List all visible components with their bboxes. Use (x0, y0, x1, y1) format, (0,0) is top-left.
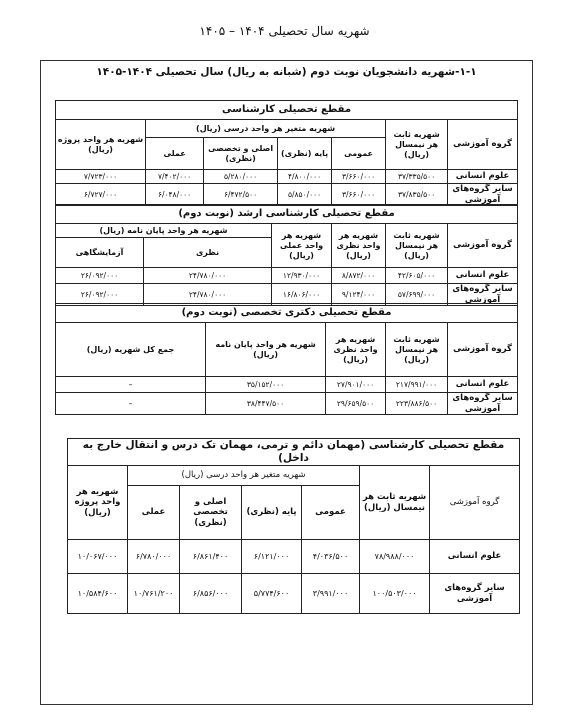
header-project-fee: شهریه هر واحد پروژه (ریال) (68, 466, 128, 540)
header-total-fee: جمع کل شهریه (ریال) (56, 323, 206, 377)
cell-theory: ۲۷/۹۰۱/۰۰۰ (326, 377, 386, 393)
cell-practical: ۱۶/۸۰۶/۰۰۰ (272, 284, 332, 306)
header-thesis-fee: شهریه هر واحد پایان نامه (ریال) (206, 323, 326, 377)
row-group: علوم انسانی (448, 377, 518, 393)
header-thesis-lab: آزمایشگاهی (56, 238, 144, 268)
header-basic: پایه (نظری) (242, 486, 302, 540)
cell-project: ۱۰/۵۸۴/۶۰۰ (68, 574, 128, 614)
header-fixed-fee: شهریه ثابت هر نیمسال (ریال) (386, 224, 448, 268)
cell-practical: ۱۰/۷۶۱/۲۰۰ (128, 574, 180, 614)
header-core: اصلی و تخصصی (نظری) (204, 138, 278, 170)
header-fixed-fee: شهریه ثابت هر نیمسال (ریال) (386, 323, 448, 377)
cell-practical: ۷/۴۰۲/۰۰۰ (146, 170, 204, 184)
cell-core: ۶/۸۶۱/۴۰۰ (180, 540, 242, 574)
header-general: عمومی (332, 138, 386, 170)
cell-total: – (56, 393, 206, 415)
cell-practical: ۶/۰۴۸/۰۰۰ (146, 184, 204, 206)
header-project-fee: شهریه هر واحد پروژه (ریال) (56, 120, 146, 170)
row-group: علوم انسانی (430, 540, 520, 574)
cell-fixed: ۷۸/۹۸۸/۰۰۰ (360, 540, 430, 574)
page-title: شهریه سال تحصیلی ۱۴۰۴ – ۱۴۰۵ (199, 24, 370, 38)
header-practical-fee: شهریه هر واحد عملی (ریال) (272, 224, 332, 268)
cell-fixed: ۵۷/۶۹۹/۰۰۰ (386, 284, 448, 306)
cell-practical: ۶/۷۸۰/۰۰۰ (128, 540, 180, 574)
cell-basic: ۶/۱۲۱/۰۰۰ (242, 540, 302, 574)
header-group: گروه آموزشی (448, 120, 518, 170)
cell-theory: ۸/۸۷۲/۰۰۰ (332, 268, 386, 284)
cell-fixed: ۴۲/۶۰۵/۰۰۰ (386, 268, 448, 284)
cell-fixed: ۳۷/۸۳۵/۵۰۰ (386, 184, 448, 206)
row-group: سایر گروه‌های آموزشی (430, 574, 520, 614)
document-heading: ۱-۱-شهریه دانشجویان نوبت دوم (شبانه به ریال) سال تحصیلی ۱۴۰۴-۱۴۰۵ (96, 66, 477, 78)
row-group: علوم انسانی (448, 170, 518, 184)
cell-basic: ۴/۸۰۰/۰۰۰ (278, 170, 332, 184)
header-thesis-theory: نظری (144, 238, 272, 268)
row-group: علوم انسانی (448, 268, 518, 284)
table-row (68, 574, 520, 614)
table-row (56, 393, 518, 415)
header-basic: پایه (نظری) (278, 138, 332, 170)
header-variable-fee: شهریه متغیر هر واحد درسی (ریال) (128, 466, 360, 486)
cell-practical: ۱۲/۹۳۰/۰۰۰ (272, 268, 332, 284)
header-practical: عملی (128, 486, 180, 540)
cell-theory: ۹/۱۲۴/۰۰۰ (332, 284, 386, 306)
guest-title: مقطع تحصیلی کارشناسی (مهمان دائم و ترمی، مهمان تک درس و انتقال خارج به داخل) (68, 439, 520, 466)
bachelor-tuition-table (55, 100, 518, 206)
cell-fixed: ۲۲۳/۸۸۶/۵۰۰ (386, 393, 448, 415)
phd-title: مقطع تحصیلی دکتری تخصصی (نوبت دوم) (56, 304, 518, 323)
table-row (56, 377, 518, 393)
row-group: سایر گروه‌های آموزشی (448, 393, 518, 415)
guest-tuition-table (67, 438, 520, 614)
header-variable-fee: شهریه متغیر هر واحد درسی (ریال) (146, 120, 386, 138)
header-fixed-fee: شهریه ثابت هر نیمسال (ریال) (360, 466, 430, 540)
header-core: اصلی و تخصصی (نظری) (180, 486, 242, 540)
header-theory-fee: شهریه هر واحد نظری (ریال) (326, 323, 386, 377)
cell-fixed: ۲۱۷/۹۹۱/۰۰۰ (386, 377, 448, 393)
row-group: سایر گروه‌های آموزشی (448, 184, 518, 206)
cell-thesis-theory: ۲۴/۷۸۰/۰۰۰ (144, 284, 272, 306)
cell-core: ۶/۴۷۲/۵۰۰ (204, 184, 278, 206)
cell-thesis: ۳۵/۱۵۲/۰۰۰ (206, 377, 326, 393)
cell-general: ۴/۰۳۶/۵۰۰ (302, 540, 360, 574)
header-fixed-fee: شهریه ثابت هر نیمسال (ریال) (386, 120, 448, 170)
cell-thesis-lab: ۲۶/۰۹۲/۰۰۰ (56, 284, 144, 306)
header-theory-fee: شهریه هر واحد نظری (ریال) (332, 224, 386, 268)
cell-general: ۳/۶۶۰/۰۰۰ (332, 170, 386, 184)
cell-core: ۶/۸۵۶/۰۰۰ (180, 574, 242, 614)
cell-thesis-theory: ۲۴/۷۸۰/۰۰۰ (144, 268, 272, 284)
cell-basic: ۵/۸۵۰/۰۰۰ (278, 184, 332, 206)
cell-project: ۱۰/۰۶۷/۰۰۰ (68, 540, 128, 574)
cell-total: – (56, 377, 206, 393)
header-group: گروه آموزشی (430, 466, 520, 540)
bachelor-title: مقطع تحصیلی کارشناسی (56, 101, 518, 120)
header-group: گروه آموزشی (448, 224, 518, 268)
cell-thesis-lab: ۲۶/۰۹۲/۰۰۰ (56, 268, 144, 284)
header-general: عمومی (302, 486, 360, 540)
table-row (56, 170, 518, 184)
masters-tuition-table (55, 204, 518, 306)
header-thesis-fee: شهریه هر واحد پایان نامه (ریال) (56, 224, 272, 238)
cell-basic: ۵/۷۷۴/۶۰۰ (242, 574, 302, 614)
cell-theory: ۲۹/۶۵۹/۵۰۰ (326, 393, 386, 415)
header-practical: عملی (146, 138, 204, 170)
phd-tuition-table (55, 303, 518, 415)
cell-general: ۳/۹۹۱/۰۰۰ (302, 574, 360, 614)
header-group: گروه آموزشی (448, 323, 518, 377)
cell-fixed: ۱۰۰/۵۰۳/۰۰۰ (360, 574, 430, 614)
table-row (56, 268, 518, 284)
cell-thesis: ۳۸/۴۴۷/۵۰۰ (206, 393, 326, 415)
cell-fixed: ۳۷/۳۳۵/۵۰۰ (386, 170, 448, 184)
cell-project: ۶/۷۲۷/۰۰۰ (56, 184, 146, 206)
table-row (56, 184, 518, 206)
masters-title: مقطع تحصیلی کارشناسی ارشد (نوبت دوم) (56, 205, 518, 224)
table-row (68, 540, 520, 574)
cell-general: ۳/۶۶۰/۰۰۰ (332, 184, 386, 206)
row-group: سایر گروه‌های آموزشی (448, 284, 518, 306)
cell-core: ۵/۲۸۰/۰۰۰ (204, 170, 278, 184)
cell-project: ۷/۷۲۳/۰۰۰ (56, 170, 146, 184)
